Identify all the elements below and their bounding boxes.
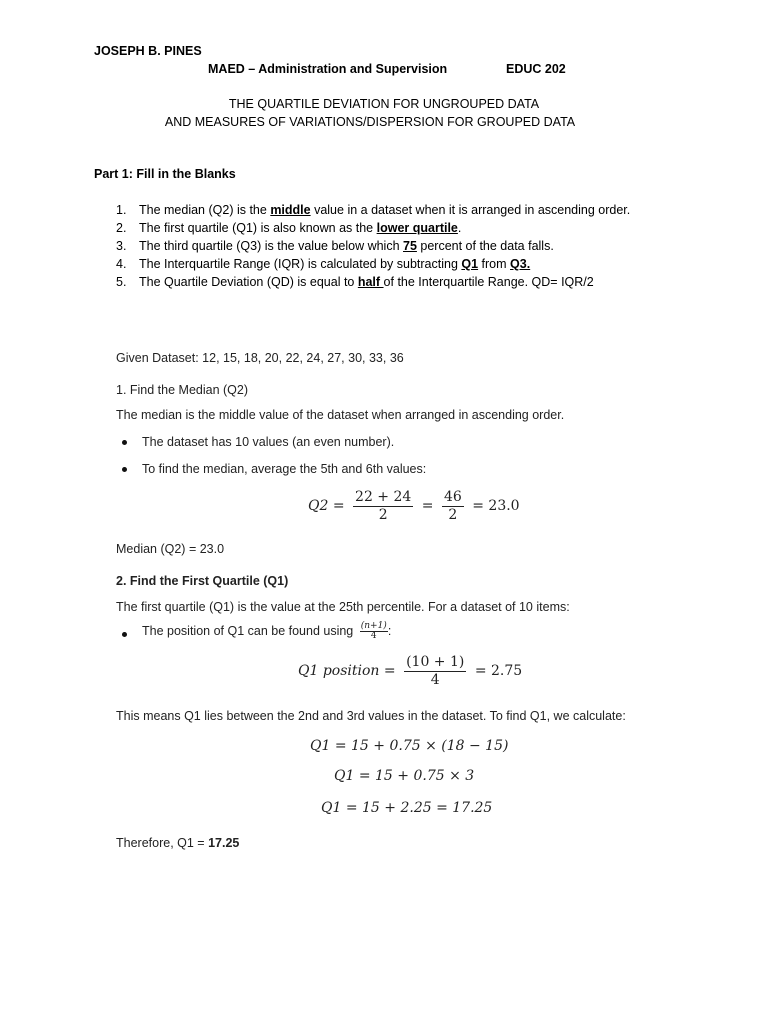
- q1-equation-3: Q1 = 15 + 2.25 = 17.25: [321, 800, 493, 816]
- median-heading: 1. Find the Median (Q2): [116, 383, 249, 397]
- title-line-2: AND MEASURES OF VARIATIONS/DISPERSION FOR GROUPED DATA: [164, 115, 576, 129]
- q1-equation-1: Q1 = 15 + 0.75 × (18 − 15): [310, 738, 509, 754]
- answer-4b: Q3.: [510, 257, 531, 271]
- fill-item-2: 2. The first quartile (Q1) is also known as the lower quartile.: [116, 221, 462, 235]
- q1-bullet: The position of Q1 can be found using $\frac{(n+1)}{4}$ :: [142, 621, 392, 642]
- median-description: The median is the middle value of the dataset when arranged in ascending order.: [116, 408, 565, 422]
- given-dataset: Given Dataset: 12, 15, 18, 20, 22, 24, 27, 30, 33, 36: [116, 351, 404, 365]
- median-bullet-1: The dataset has 10 values (an even number).: [142, 435, 395, 449]
- q1-result: Therefore, Q1 = 17.25: [116, 836, 240, 850]
- bullet-icon: [122, 632, 127, 637]
- median-bullet-2: To find the median, average the 5th and 6th values:: [142, 462, 427, 476]
- fill-item-1: 1. The median (Q2) is the middle value in a dataset when it is arranged in ascending order.: [116, 203, 631, 217]
- part1-heading: Part 1: Fill in the Blanks: [94, 167, 236, 181]
- fill-item-4: 4. The Interquartile Range (IQR) is calculated by subtracting Q1 from Q3.: [116, 257, 531, 271]
- q1-means-text: This means Q1 lies between the 2nd and 3rd values in the dataset. To find Q1, we calculate:: [116, 709, 626, 723]
- program-name: MAED – Administration and Supervision: [208, 62, 448, 76]
- answer-1: middle: [270, 203, 311, 217]
- fill-item-5: 5. The Quartile Deviation (QD) is equal to half of the Interquartile Range. QD= IQR/2: [116, 275, 594, 289]
- answer-4a: Q1: [461, 257, 479, 271]
- course-code: EDUC 202: [506, 62, 566, 76]
- answer-5: half: [357, 275, 384, 289]
- title-line-1: THE QUARTILE DEVIATION FOR UNGROUPED DATA: [228, 97, 540, 111]
- bullet-icon: [122, 467, 127, 472]
- median-result: Median (Q2) = 23.0: [116, 542, 225, 556]
- answer-3: 75: [403, 239, 417, 253]
- fill-item-3: 3. The third quartile (Q3) is the value below which 75 percent of the data falls.: [116, 239, 554, 253]
- q1-position-equation: Q1 position = $\frac{(10 + 1)}{4}$ = 2.75: [298, 654, 523, 688]
- q1-heading: 2. Find the First Quartile (Q1): [116, 574, 289, 588]
- answer-2: lower quartile: [376, 221, 458, 235]
- q1-description: The first quartile (Q1) is the value at the 25th percentile. For a dataset of 10 items:: [116, 600, 570, 614]
- median-equation: Q2 = $\frac{22 + 24}{2}$ = $\frac{46}{2}$ = 23.0: [308, 489, 520, 523]
- q1-equation-2: Q1 = 15 + 0.75 × 3: [334, 768, 475, 784]
- bullet-icon: [122, 440, 127, 445]
- author-name: JOSEPH B. PINES: [94, 44, 202, 58]
